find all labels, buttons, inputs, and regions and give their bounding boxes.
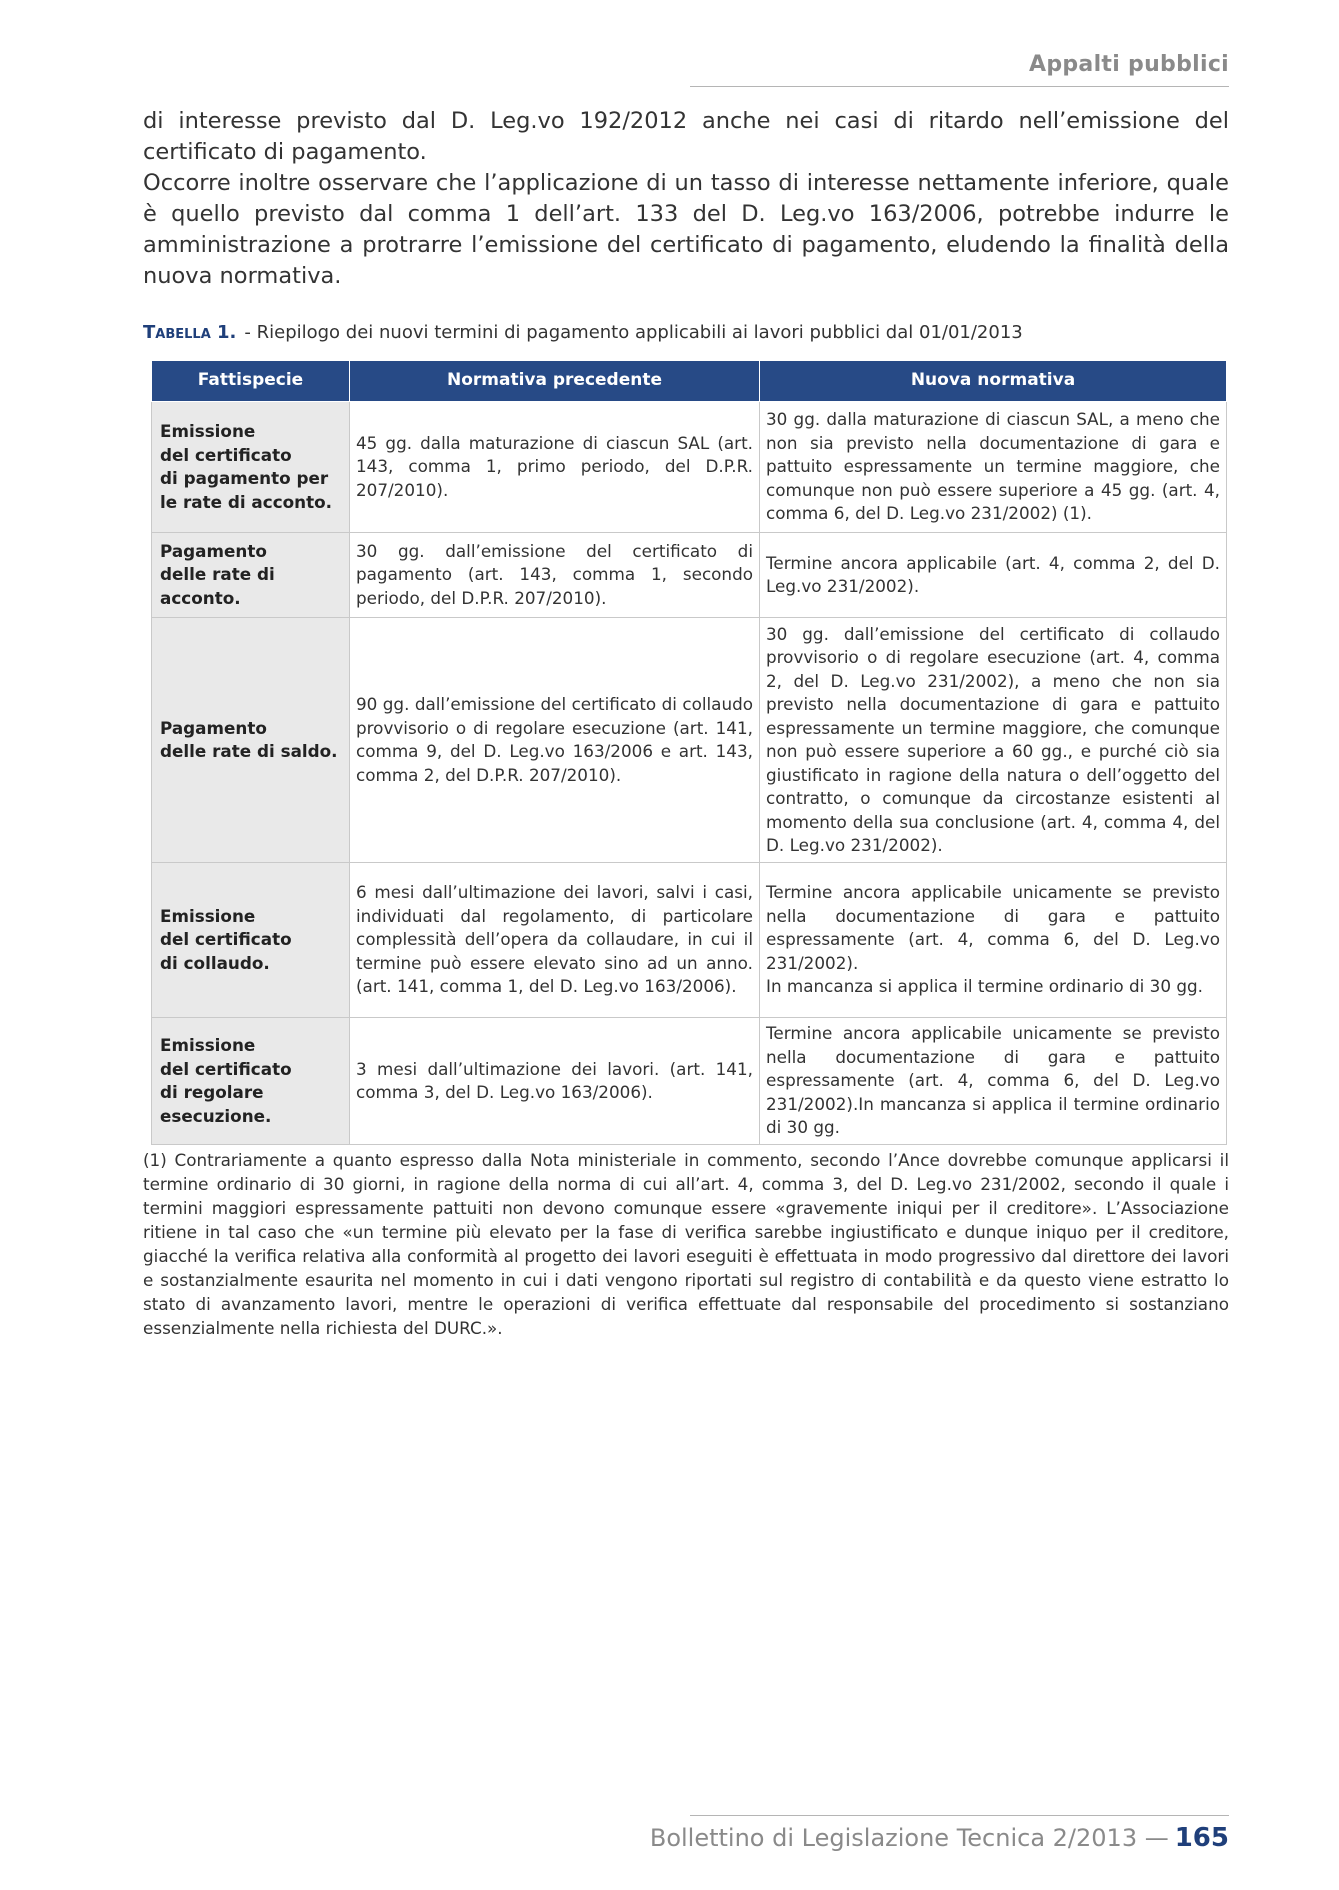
running-header: Appalti pubblici: [1029, 52, 1229, 77]
table-footnote: (1) Contrariamente a quanto espresso dalla Nota ministeriale in commento, secondo l’Ance dovrebbe comunque applicarsi il termine ordinario di 30 giorni, in ragione della norma di cui all’art. 4, comma 3, del D. Leg.vo 231/2002, secondo il quale i termini maggiori espressamente pattuiti non devono comunque essere «gravemente iniqui per il creditore». L’Associazione ritiene in tal caso che «un termine più elevato per la fase di verifica sarebbe ingiustificato e dunque iniquo per il creditore, giacché la verifica relativa alla conformità al progetto dei lavori eseguiti è effettuata in modo progressivo dal direttore dei lavori e sostanzialmente esaurita nel momento in cui i dati vengono riportati sul registro di contabilità e da questo viene estratto lo stato di avanzamento lavori, mentre le operazioni di verifica effettuate dal responsabile del procedimento si sostanziano essenzialmente nella richiesta del DURC.».: [143, 1150, 1229, 1338]
new-rule-cell: Termine ancora applicabile (art. 4, comma 2, del D. Leg.vo 231/2002).: [760, 533, 1227, 618]
previous-rule-cell: 6 mesi dall’ultimazione dei lavori, salvi i casi, individuati dal regolamento, di particolare complessità dell’opera da collaudare, in cui il termine può essere elevato sino ad un anno. (art. 141, comma 1, del D. Leg.vo 163/2006).: [350, 863, 760, 1018]
table-caption-text: - Riepilogo dei nuovi termini di pagamento applicabili ai lavori pubblici dal 01/01/2013: [244, 322, 1023, 343]
table-row: [152, 533, 1227, 618]
intro-paragraph: di interesse previsto dal D. Leg.vo 192/2012 anche nei casi di ritardo nell’emissione del certificato di pagamento.: [143, 108, 1229, 165]
footer-divider: [690, 1815, 1229, 1816]
running-footer: [650, 1823, 1229, 1853]
previous-rule-cell: 3 mesi dall’ultimazione dei lavori. (art. 141, comma 3, del D. Leg.vo 163/2006).: [350, 1018, 760, 1145]
table-row: [152, 863, 1227, 1018]
fattispecie-cell: Pagamento delle rate di saldo.: [152, 618, 350, 863]
table-header-row: [152, 361, 1227, 402]
fattispecie-cell: Pagamento delle rate di acconto.: [152, 533, 350, 618]
table-row: [152, 618, 1227, 863]
new-rule-cell: 30 gg. dalla maturazione di ciascun SAL, a meno che non sia previsto nella documentazione di gara e pattuito espressamente un termine maggiore, che comunque non può essere superiore a 45 gg. (art. 4, comma 6, del D. Leg.vo 231/2002) (1).: [760, 402, 1227, 533]
previous-rule-cell: 30 gg. dall’emissione del certificato di pagamento (art. 143, comma 1, secondo periodo, del D.P.R. 207/2010).: [350, 533, 760, 618]
fattispecie-cell: Emissione del certificato di regolare esecuzione.: [152, 1018, 350, 1145]
previous-rule-cell: 90 gg. dall’emissione del certificato di collaudo provvisorio o di regolare esecuzione (art. 141, comma 9, del D. Leg.vo 163/2006 e art. 143, comma 2, del D.P.R. 207/2010).: [350, 618, 760, 863]
new-rule-cell: Termine ancora applicabile unicamente se previsto nella documentazione di gara e pattuito espressamente (art. 4, comma 6, del D. Leg.vo 231/2002). In mancanza si applica il termine ordinario di 30 gg.: [760, 863, 1227, 1018]
table-caption-tag: Tabella 1.: [143, 322, 237, 343]
previous-rule-cell: 45 gg. dalla maturazione di ciascun SAL (art. 143, comma 1, primo periodo, del D.P.R. 207/2010).: [350, 402, 760, 533]
column-header-fattispecie: Fattispecie: [152, 361, 350, 402]
page-number: 165: [1174, 1823, 1229, 1853]
new-rule-cell: Termine ancora applicabile unicamente se previsto nella documentazione di gara e pattuito espressamente (art. 4, comma 6, del D. Leg.vo 231/2002).In mancanza si applica il termine ordinario di 30 gg.: [760, 1018, 1227, 1145]
column-header-nuova-normativa: Nuova normativa: [760, 361, 1227, 402]
intro-paragraph: Occorre inoltre osservare che l’applicazione di un tasso di interesse nettamente inferiore, quale è quello previsto dal comma 1 dell’art. 133 del D. Leg.vo 163/2006, potrebbe indurre le amministrazione a protrarre l’emissione del certificato di pagamento, eludendo la finalità della nuova normativa.: [143, 170, 1229, 289]
new-rule-cell: 30 gg. dall’emissione del certificato di collaudo provvisorio o di regolare esecuzione (art. 4, comma 2, del D. Leg.vo 231/2002), a meno che non sia previsto nella documentazione di gara e pattuito espressamente un termine maggiore, che comunque non può essere superiore a 60 gg., e purché ciò sia giustificato in ragione della natura o dell’oggetto del contratto, o comunque da circostanze esistenti al momento della sua conclusione (art. 4, comma 4, del D. Leg.vo 231/2002).: [760, 618, 1227, 863]
fattispecie-cell: Emissione del certificato di pagamento per le rate di acconto.: [152, 402, 350, 533]
intro-text: [143, 106, 1229, 292]
table-row: [152, 1018, 1227, 1145]
fattispecie-cell: Emissione del certificato di collaudo.: [152, 863, 350, 1018]
payment-terms-table: [151, 360, 1227, 1145]
table-row: [152, 402, 1227, 533]
publication-title: Bollettino di Legislazione Tecnica 2/2013 —: [649, 1824, 1169, 1852]
table-caption: [143, 322, 1023, 343]
column-header-normativa-precedente: Normativa precedente: [350, 361, 760, 402]
header-divider: [690, 86, 1229, 87]
